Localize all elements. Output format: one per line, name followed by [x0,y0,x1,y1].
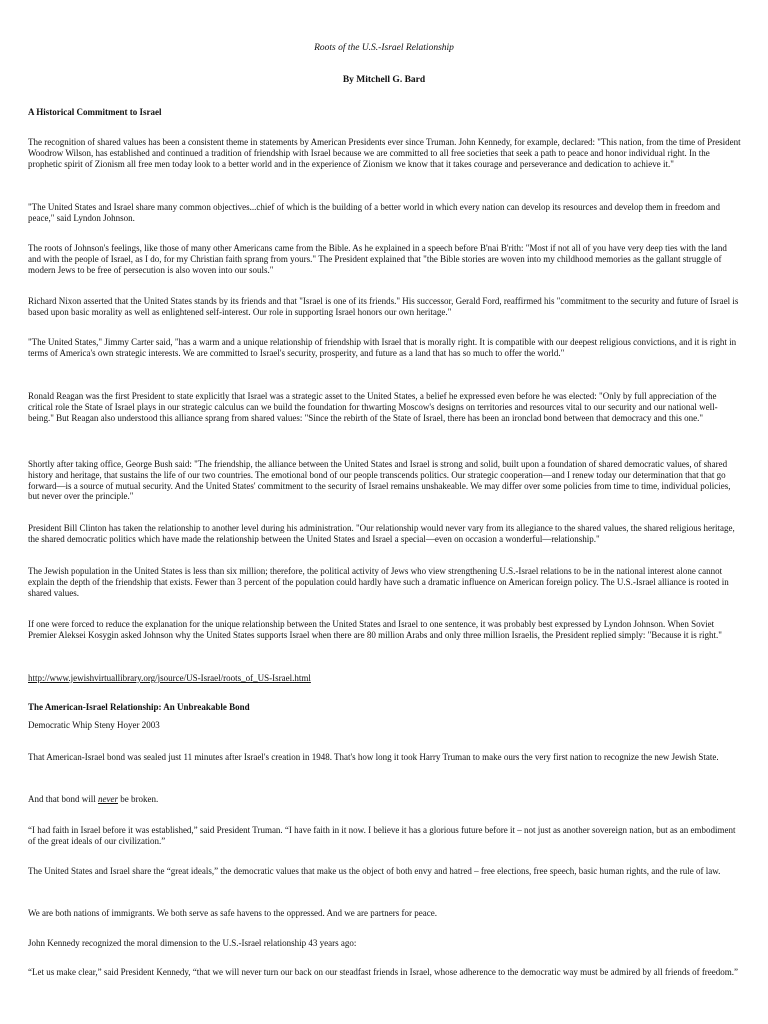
attribution-hoyer: Democratic Whip Steny Hoyer 2003 [28,720,160,730]
paragraph-clinton: President Bill Clinton has taken the relationship to another level during his administration. "Our relationship would never vary from its allegiance to the shared values, the shared religious heritage, the shared democratic politics which have made the relationship between the United States and Israel a special—even on occasion a wonderful—relationship." [28,523,735,544]
paragraph-bond-never-broken [28,794,742,805]
paragraph-kennedy-quote: “Let us make clear,” said President Kennedy, “that we will never turn our back on our steadfast friends in Israel, whose adherence to the democratic way must be admired by all friends of freedom.” [28,967,739,977]
section-heading-historical: A Historical Commitment to Israel [28,107,162,117]
paragraph-bush: Shortly after taking office, George Bush said: "The friendship, the alliance between the United States and Israel is strong and solid, built upon a foundation of shared democratic values, of shared history and heritage, that sustains the life of our two countries. The emotional bond of our people transcends politics. Our strategic cooperation—and I renew today our determination that that go forward—is a source of mutual security. And the United States' commitment to the security of Israel remains unshakeable. We may differ over some policies from time to time, individual policies, but never over the principle." [28,459,731,502]
paragraph-kennedy: The recognition of shared values has been a consistent theme in statements by American Presidents ever since Truman. John Kennedy, for example, declared: "This nation, from the time of President Woodrow Wilson, has established and continued a tradition of friendship with Israel because we are committed to all free societies that seek a path to peace and honor individual right. In the prophetic spirit of Zionism all free men today look to a better world and in the experience of Zionism we know that it takes courage and perseverance and dedication to achieve it." [28,137,741,169]
paragraph-johnson-bible: The roots of Johnson's feelings, like those of many other Americans came from the Bible. As he explained in a speech before B'nai B'rith: "Most if not all of you have very deep ties with the land and with the people of Israel, as I do, for my Christian faith sprang from yours." The President explained that "the Bible stories are woven into my childhood memories as the gallant struggle of modern Jews to be free of persecution is also woven into our souls." [28,243,727,275]
paragraph-truman-recognition: That American-Israel bond was sealed just 11 minutes after Israel's creation in 1948. That's how long it took Harry Truman to make ours the very first nation to recognize the new Jewish State. [28,752,719,762]
source-link[interactable]: http://www.jewishvirtuallibrary.org/jsource/US-Israel/roots_of_US-Israel.html [28,673,311,683]
bond-text-before: And that bond will [28,794,98,804]
section-heading-unbreakable-bond: The American-Israel Relationship: An Unbreakable Bond [28,702,250,712]
paragraph-kennedy-moral: John Kennedy recognized the moral dimension to the U.S.-Israel relationship 43 years ago: [28,938,357,948]
author-byline: By Mitchell G. Bard [342,75,426,85]
paragraph-nixon-ford: Richard Nixon asserted that the United States stands by its friends and that "Israel is one of its friends." His successor, Gerald Ford, reaffirmed his "commitment to the security and future of Israel is based upon basic morality as well as enlightened self-interest. Our role in supporting Israel honors our own heritage." [28,296,739,317]
paragraph-carter: "The United States," Jimmy Carter said, "has a warm and a unique relationship of friendship with Israel that is morally right. It is compatible with our deepest religious convictions, and it is right in terms of America's own strategic interests. We are committed to Israel's security, prosperity, and future as a land that has so much to offer the world." [28,337,737,358]
paragraph-lyndon-johnson-summary: If one were forced to reduce the explanation for the unique relationship between the United States and Israel to one sentence, it was probably best expressed by Lyndon Johnson. When Soviet Premier Aleksei Kosygin asked Johnson why the United States supports Israel when there are 80 million Arabs and only three million Israelis, the President replied simply: "Because it is right." [28,619,722,640]
paragraph-johnson: "The United States and Israel share many common objectives...chief of which is the building of a better world in which every nation can develop its resources and develop them in freedom and peace," said Lyndon Johnson. [28,202,720,223]
bond-text-after: be broken. [118,794,159,804]
paragraph-great-ideals: The United States and Israel share the “great ideals,” the democratic values that make us the object of both envy and hatred – free elections, free speech, basic human rights, and the rule of law. [28,866,721,876]
document-title: Roots of the U.S.-Israel Relationship [314,43,454,53]
paragraph-truman-faith: “I had faith in Israel before it was established,” said President Truman. “I have faith in it now. I believe it has a glorious future before it – not just as another sovereign nation, but as an embodiment of the great ideals of our civilization.” [28,825,736,846]
paragraph-nations-of-immigrants: We are both nations of immigrants. We both serve as safe havens to the oppressed. And we are partners for peace. [28,908,437,918]
emphasis-never: never [98,794,118,804]
paragraph-jewish-population: The Jewish population in the United States is less than six million; therefore, the political activity of Jews who view strengthening U.S.-Israel relations to be in the national interest alone cannot explain the depth of the friendship that exists. Fewer than 3 percent of the population could hardly have such a dramatic influence on American foreign policy. The U.S.-Israel alliance is rooted in shared values. [28,566,729,598]
paragraph-reagan: Ronald Reagan was the first President to state explicitly that Israel was a strategic asset to the United States, a belief he expressed even before he was elected: "Only by full appreciation of the critical role the State of Israel plays in our strategic calculus can we build the foundation for thwarting Moscow's designs on territories and resources vital to our security and our national well-being." But Reagan also understood this alliance sprang from shared values: "Since the rebirth of the State of Israel, there has been an ironclad bond between that democracy and this one." [28,391,718,423]
